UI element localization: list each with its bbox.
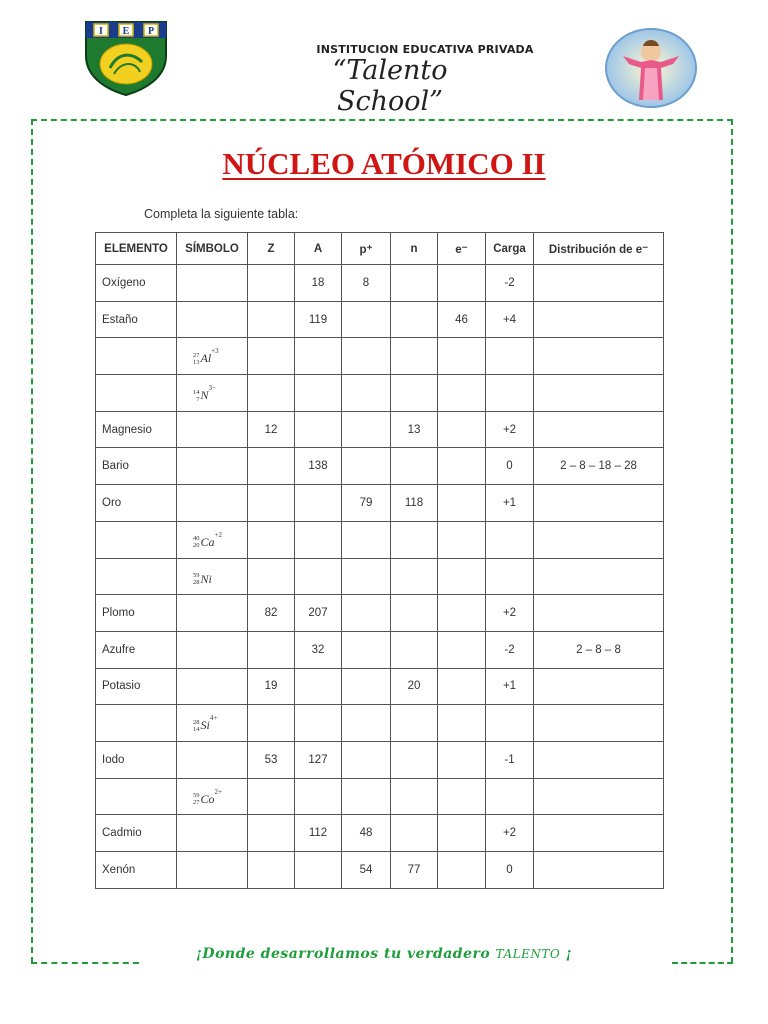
isotope-symbol [193, 714, 218, 733]
element-name-cell [96, 778, 177, 815]
symbol-cell [177, 301, 248, 338]
table-row [96, 631, 664, 668]
charge-cell: +4 [486, 301, 534, 338]
element-name-cell [96, 521, 177, 558]
charge-cell [486, 338, 534, 375]
page-title: NÚCLEO ATÓMICO II [222, 146, 546, 181]
z-cell [248, 301, 295, 338]
a-cell: 138 [295, 448, 342, 485]
neutron-cell [391, 301, 438, 338]
mass-number: 28 [193, 718, 200, 726]
a-cell: 119 [295, 301, 342, 338]
symbol-cell [177, 411, 248, 448]
charge-cell: -2 [486, 265, 534, 302]
distribution-cell [534, 485, 664, 522]
neutron-cell [391, 595, 438, 632]
proton-cell [342, 705, 391, 742]
symbol-cell [177, 815, 248, 852]
proton-cell: 79 [342, 485, 391, 522]
symbol-cell [177, 558, 248, 595]
mass-number: 27 [193, 351, 200, 359]
element-name-cell [96, 705, 177, 742]
proton-cell [342, 448, 391, 485]
table-row [96, 301, 664, 338]
table-row [96, 265, 664, 302]
z-cell: 53 [248, 741, 295, 778]
element-name-cell [96, 558, 177, 595]
distribution-cell: 2 – 8 – 8 [534, 631, 664, 668]
charge-cell: -2 [486, 631, 534, 668]
symbol-cell [177, 668, 248, 705]
neutron-cell [391, 338, 438, 375]
a-cell [295, 375, 342, 412]
electron-cell [438, 815, 486, 852]
charge-cell: +2 [486, 595, 534, 632]
distribution-cell: 2 – 8 – 18 – 28 [534, 448, 664, 485]
table-row [96, 815, 664, 852]
charge-cell [486, 521, 534, 558]
element-name-cell [96, 375, 177, 412]
proton-cell [342, 741, 391, 778]
z-cell [248, 558, 295, 595]
charge-cell: +1 [486, 485, 534, 522]
column-header: Carga [486, 233, 534, 265]
symbol-cell [177, 338, 248, 375]
mass-number: 40 [193, 535, 200, 543]
distribution-cell [534, 852, 664, 889]
charge-cell [486, 778, 534, 815]
z-cell: 12 [248, 411, 295, 448]
atomic-nucleus-table [95, 232, 664, 889]
element-symbol: N [200, 388, 209, 403]
proton-cell [342, 668, 391, 705]
table-row [96, 595, 664, 632]
z-cell [248, 485, 295, 522]
atomic-number: 7 [196, 395, 200, 403]
atomic-number: 14 [193, 725, 200, 733]
proton-cell: 48 [342, 815, 391, 852]
svg-text:E: E [122, 26, 130, 37]
electron-cell [438, 375, 486, 412]
neutron-cell: 13 [391, 411, 438, 448]
electron-cell [438, 631, 486, 668]
neutron-cell [391, 631, 438, 668]
ion-charge: 3− [208, 384, 216, 393]
electron-cell [438, 852, 486, 889]
element-name-cell: Cadmio [96, 815, 177, 852]
neutron-cell [391, 778, 438, 815]
electron-cell [438, 485, 486, 522]
instruction-text: Completa la siguiente tabla: [144, 207, 299, 221]
a-cell: 207 [295, 595, 342, 632]
z-cell [248, 631, 295, 668]
distribution-cell [534, 411, 664, 448]
z-cell [248, 705, 295, 742]
electron-cell [438, 338, 486, 375]
element-name-cell: Magnesio [96, 411, 177, 448]
element-name-cell: Azufre [96, 631, 177, 668]
column-header: p⁺ [342, 233, 391, 265]
mass-number: 14 [193, 388, 200, 396]
electron-cell [438, 705, 486, 742]
z-cell [248, 375, 295, 412]
symbol-cell [177, 741, 248, 778]
isotope-symbol [193, 530, 222, 550]
symbol-cell [177, 595, 248, 632]
dashed-border-bottom-left [31, 962, 139, 964]
proton-cell: 8 [342, 265, 391, 302]
a-cell [295, 338, 342, 375]
table-row [96, 411, 664, 448]
religious-image-emblem [603, 26, 699, 110]
charge-cell: 0 [486, 852, 534, 889]
element-name-cell: Bario [96, 448, 177, 485]
table-row [96, 521, 664, 558]
table-row [96, 448, 664, 485]
distribution-cell [534, 741, 664, 778]
symbol-cell [177, 448, 248, 485]
electron-cell [438, 741, 486, 778]
neutron-cell: 118 [391, 485, 438, 522]
charge-cell: +2 [486, 815, 534, 852]
a-cell [295, 778, 342, 815]
element-symbol: Co [200, 791, 215, 806]
distribution-cell [534, 521, 664, 558]
symbol-cell [177, 485, 248, 522]
electron-cell [438, 668, 486, 705]
distribution-cell [534, 558, 664, 595]
distribution-cell [534, 815, 664, 852]
a-cell [295, 852, 342, 889]
neutron-cell [391, 815, 438, 852]
element-name-cell: Xenón [96, 852, 177, 889]
column-header: A [295, 233, 342, 265]
electron-cell: 46 [438, 301, 486, 338]
dashed-border-bottom-right [672, 962, 733, 964]
element-name-cell [96, 338, 177, 375]
atomic-number: 20 [193, 542, 200, 550]
school-type-label: INSTITUCION EDUCATIVA PRIVADA [316, 43, 534, 56]
charge-cell: 0 [486, 448, 534, 485]
svg-text:I: I [99, 26, 103, 37]
proton-cell [342, 558, 391, 595]
proton-cell [342, 778, 391, 815]
charge-cell: +1 [486, 668, 534, 705]
symbol-cell [177, 705, 248, 742]
a-cell [295, 485, 342, 522]
element-name-cell: Oxígeno [96, 265, 177, 302]
column-header: SÍMBOLO [177, 233, 248, 265]
atomic-number: 13 [193, 358, 200, 366]
proton-cell [342, 375, 391, 412]
slogan-emphasis: TALENTO [495, 947, 561, 961]
electron-cell [438, 558, 486, 595]
element-name-cell: Estaño [96, 301, 177, 338]
a-cell [295, 521, 342, 558]
proton-cell [342, 411, 391, 448]
element-symbol: Al [200, 351, 212, 366]
neutron-cell [391, 741, 438, 778]
mass-number: 59 [193, 572, 200, 580]
z-cell: 82 [248, 595, 295, 632]
electron-cell [438, 595, 486, 632]
symbol-cell [177, 265, 248, 302]
distribution-cell [534, 778, 664, 815]
a-cell [295, 558, 342, 595]
electron-cell [438, 265, 486, 302]
ion-charge: +3 [211, 347, 219, 356]
distribution-cell [534, 301, 664, 338]
footer-slogan: ¡Donde desarrollamos tu verdadero TALENTO ¡ [195, 946, 573, 962]
neutron-cell [391, 448, 438, 485]
electron-cell [438, 778, 486, 815]
isotope-symbol [193, 787, 222, 807]
electron-cell [438, 448, 486, 485]
table-row [96, 852, 664, 889]
neutron-cell [391, 558, 438, 595]
neutron-cell [391, 705, 438, 742]
element-name-cell: Iodo [96, 741, 177, 778]
distribution-cell [534, 595, 664, 632]
table-header-row [96, 233, 664, 265]
proton-cell [342, 338, 391, 375]
charge-cell [486, 705, 534, 742]
a-cell: 127 [295, 741, 342, 778]
charge-cell: +2 [486, 411, 534, 448]
isotope-symbol [193, 347, 219, 366]
element-symbol: Si [200, 718, 210, 733]
distribution-cell [534, 668, 664, 705]
electron-cell [438, 411, 486, 448]
symbol-cell [177, 521, 248, 558]
element-name-cell: Oro [96, 485, 177, 522]
school-crest-logo [80, 16, 172, 96]
ion-charge: +2 [214, 530, 222, 539]
atomic-number: 28 [193, 579, 200, 587]
distribution-cell [534, 375, 664, 412]
a-cell: 18 [295, 265, 342, 302]
z-cell: 19 [248, 668, 295, 705]
distribution-cell [534, 338, 664, 375]
column-header: ELEMENTO [96, 233, 177, 265]
neutron-cell: 77 [391, 852, 438, 889]
z-cell [248, 778, 295, 815]
table-row [96, 375, 664, 412]
column-header: Distribución de e⁻ [534, 233, 664, 265]
table-row [96, 338, 664, 375]
symbol-cell [177, 778, 248, 815]
table-row [96, 485, 664, 522]
element-name-cell: Potasio [96, 668, 177, 705]
neutron-cell [391, 375, 438, 412]
ion-charge: 2+ [214, 787, 222, 796]
proton-cell [342, 631, 391, 668]
z-cell [248, 265, 295, 302]
atomic-number: 27 [193, 799, 200, 807]
column-header: Z [248, 233, 295, 265]
distribution-cell [534, 705, 664, 742]
svg-text:P: P [147, 26, 155, 37]
proton-cell [342, 521, 391, 558]
a-cell [295, 668, 342, 705]
column-header: n [391, 233, 438, 265]
electron-cell [438, 521, 486, 558]
school-name: “Talento School” [332, 55, 448, 117]
charge-cell [486, 375, 534, 412]
ion-charge: 4+ [209, 714, 218, 723]
column-header: e⁻ [438, 233, 486, 265]
neutron-cell [391, 265, 438, 302]
isotope-symbol [193, 384, 216, 403]
table-row [96, 668, 664, 705]
charge-cell: -1 [486, 741, 534, 778]
table-row [96, 558, 664, 595]
a-cell [295, 411, 342, 448]
proton-cell: 54 [342, 852, 391, 889]
isotope-symbol [193, 572, 212, 587]
table-row [96, 741, 664, 778]
z-cell [248, 521, 295, 558]
proton-cell [342, 301, 391, 338]
symbol-cell [177, 375, 248, 412]
table-row [96, 778, 664, 815]
z-cell [248, 338, 295, 375]
table-row [96, 705, 664, 742]
distribution-cell [534, 265, 664, 302]
element-symbol: Ca [200, 534, 215, 549]
neutron-cell: 20 [391, 668, 438, 705]
a-cell: 32 [295, 631, 342, 668]
mass-number: 59 [193, 792, 200, 800]
symbol-cell [177, 852, 248, 889]
z-cell [248, 852, 295, 889]
z-cell [248, 815, 295, 852]
proton-cell [342, 595, 391, 632]
charge-cell [486, 558, 534, 595]
a-cell: 112 [295, 815, 342, 852]
z-cell [248, 448, 295, 485]
element-name-cell: Plomo [96, 595, 177, 632]
neutron-cell [391, 521, 438, 558]
a-cell [295, 705, 342, 742]
symbol-cell [177, 631, 248, 668]
element-symbol: Ni [200, 571, 212, 586]
